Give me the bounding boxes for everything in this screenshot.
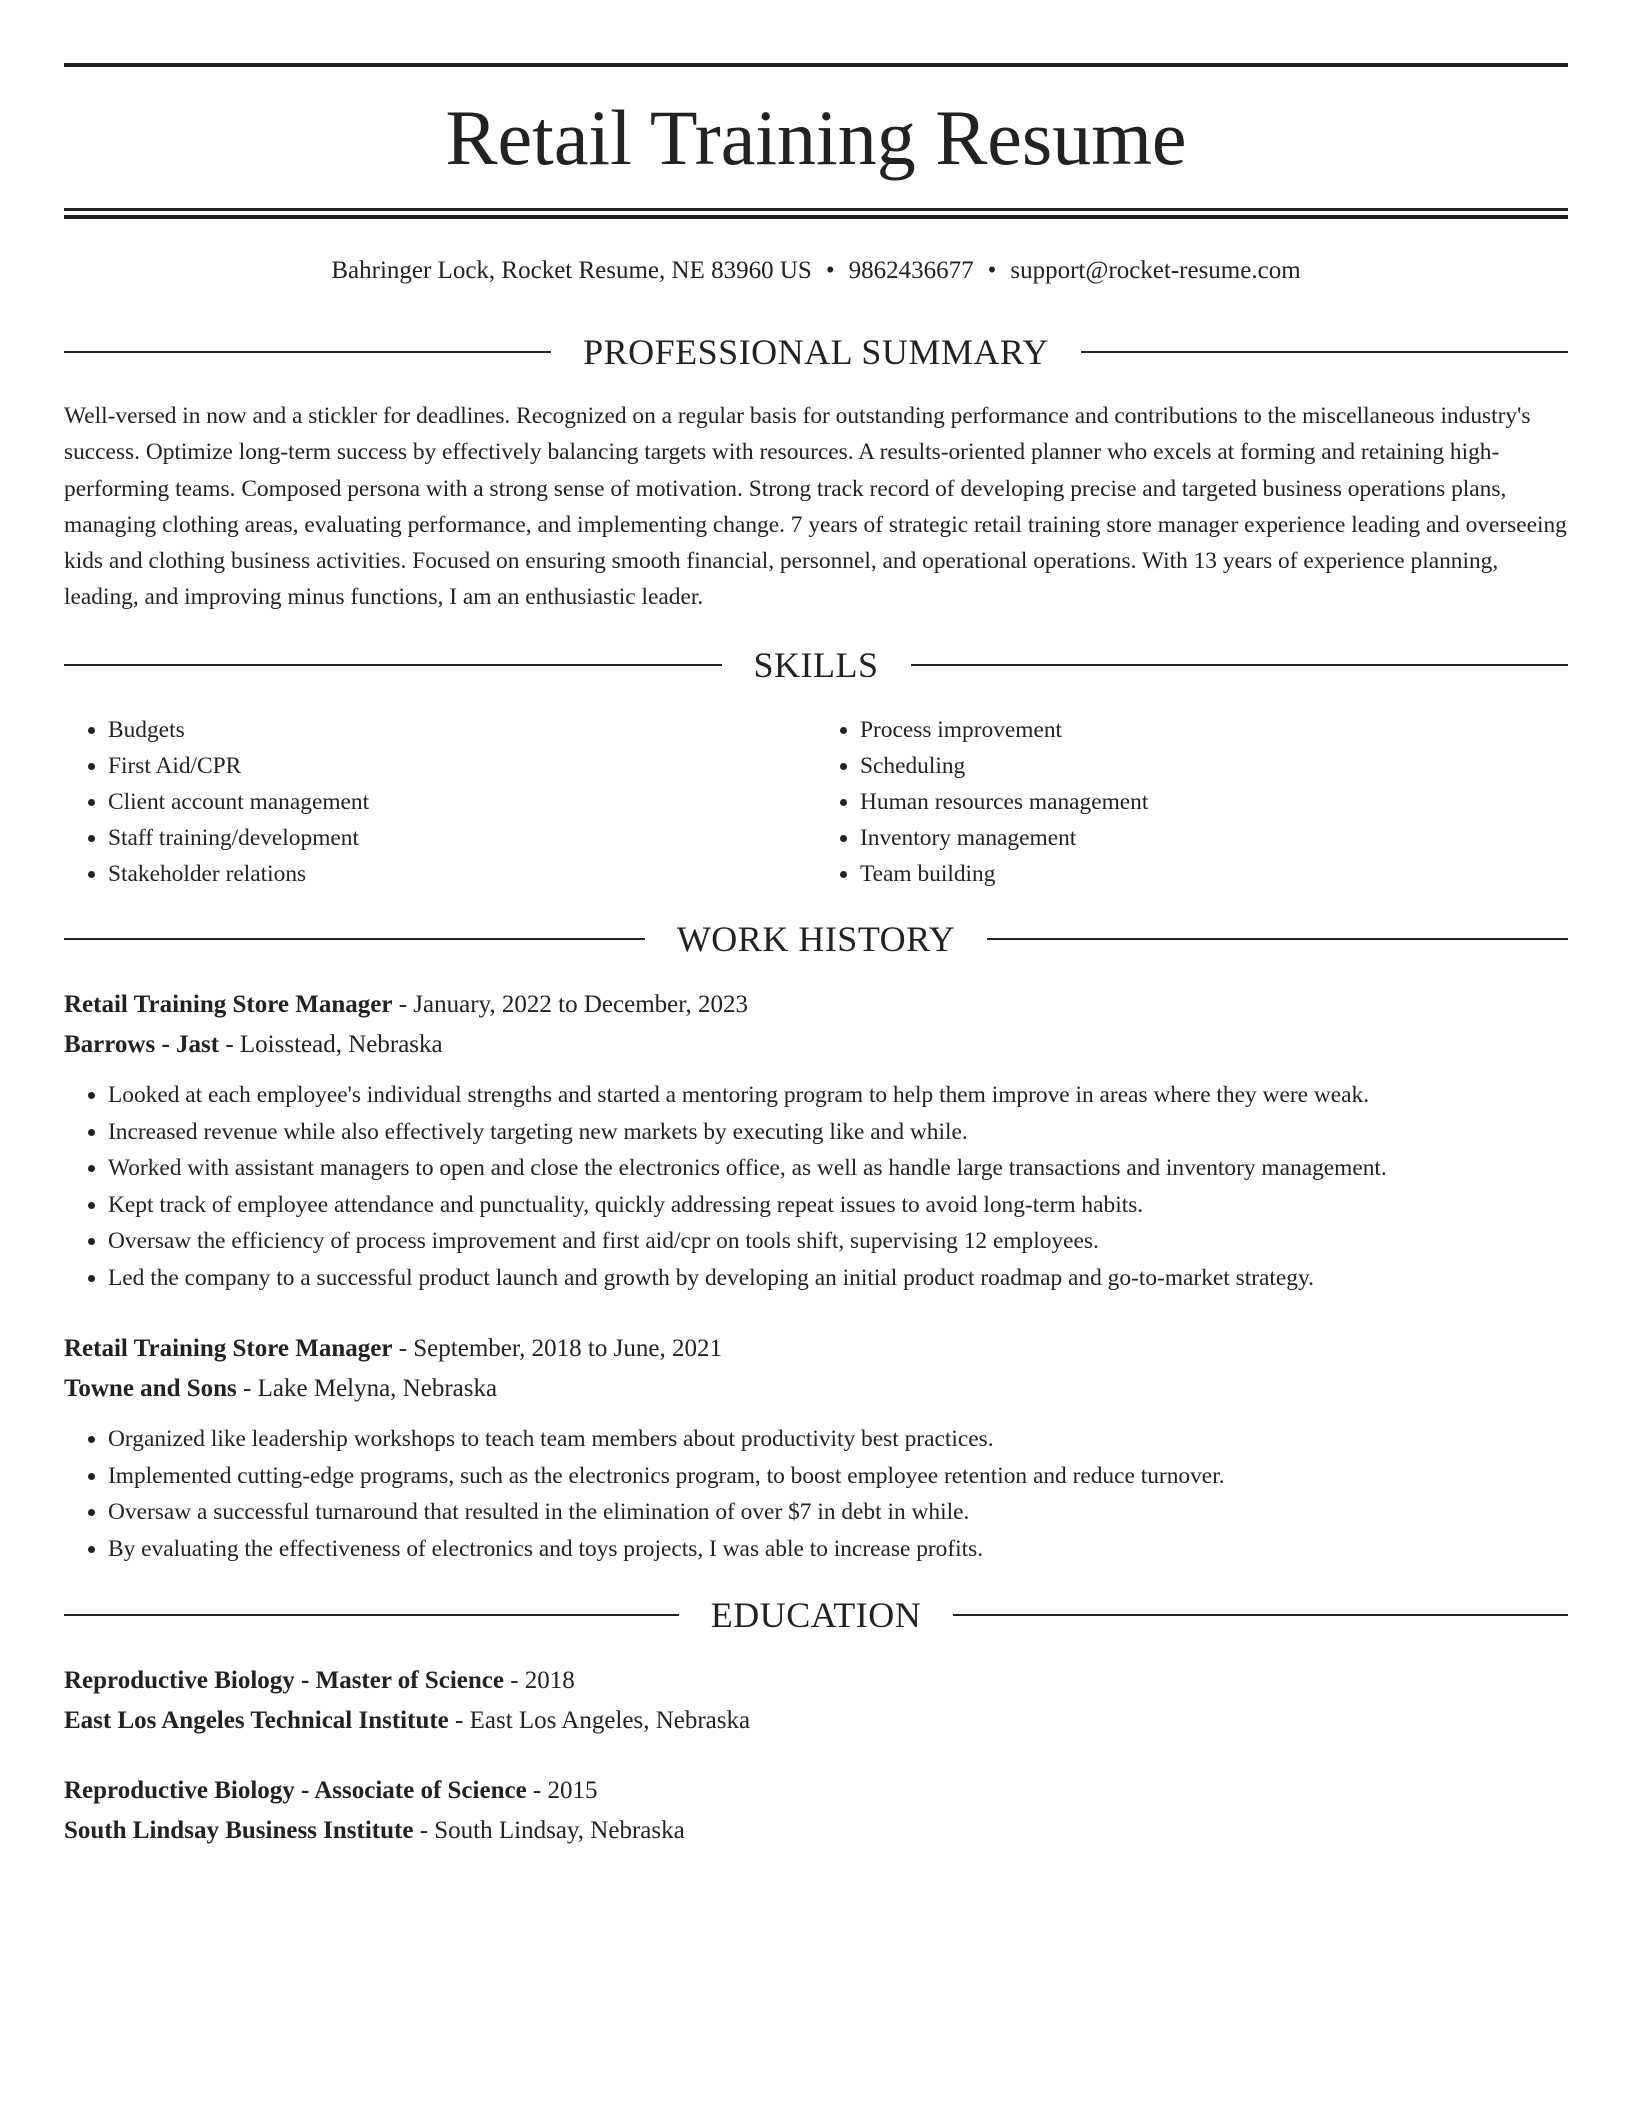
skill-item: • Scheduling bbox=[860, 748, 1568, 784]
heading-rule bbox=[1081, 351, 1568, 353]
heading-rule bbox=[911, 664, 1569, 666]
job-title-line bbox=[64, 985, 1568, 1025]
job-bullet: • Oversaw the efficiency of process improvement and first aid/cpr on tools shift, supervising 12 employees. bbox=[108, 1223, 1568, 1260]
section-title: EDUCATION bbox=[710, 1595, 922, 1635]
job-bullet: • Worked with assistant managers to open and close the electronics office, as well as handle large transactions and inventory management. bbox=[108, 1150, 1568, 1187]
job-bullets bbox=[64, 1077, 1568, 1297]
degree-line bbox=[64, 1771, 1568, 1811]
job-entry bbox=[64, 1329, 1568, 1567]
education-entry bbox=[64, 1661, 1568, 1741]
school-location: - East Los Angeles, Nebraska bbox=[448, 1707, 751, 1734]
school: East Los Angeles Technical Institute bbox=[64, 1707, 449, 1734]
skill-item: • Client account management bbox=[108, 784, 816, 820]
skill-item: • First Aid/CPR bbox=[108, 748, 816, 784]
job-bullet: • By evaluating the effectiveness of electronics and toys projects, I was able to increase profits. bbox=[108, 1531, 1568, 1568]
heading-rule bbox=[953, 1614, 1568, 1616]
section-heading-education bbox=[64, 1591, 1568, 1639]
contact-line bbox=[64, 254, 1568, 288]
contact-phone: 9862436677 bbox=[848, 257, 974, 284]
job-location: - Loisstead, Nebraska bbox=[219, 1031, 443, 1058]
job-bullet: • Looked at each employee's individual strengths and started a mentoring program to help them improve in areas where they were weak. bbox=[108, 1077, 1568, 1114]
heading-rule bbox=[64, 1614, 679, 1616]
header-bottom-rule-second bbox=[64, 215, 1568, 219]
heading-rule bbox=[64, 664, 722, 666]
job-entry bbox=[64, 985, 1568, 1297]
job-bullet: • Oversaw a successful turnaround that resulted in the elimination of over $7 in debt in while. bbox=[108, 1494, 1568, 1531]
heading-rule bbox=[64, 351, 551, 353]
school-location: - South Lindsay, Nebraska bbox=[413, 1817, 685, 1844]
summary-text: Well-versed in now and a stickler for deadlines. Recognized on a regular basis for outstanding performance and contributions to the miscellaneous industry's success. Optimize long-term success by effectively balancing targets with resources. A results-oriented planner who excels at forming and retaining high-performing teams. Composed persona with a strong sense of motivation. Strong track record of developing precise and targeted business operations plans, managing clothing areas, evaluating performance, and implementing change. 7 years of strategic retail training store manager experience leading and overseeing kids and clothing business activities. Focused on ensuring smooth financial, personnel, and operational operations. With 13 years of experience planning, leading, and improving minus functions, I am an enthusiastic leader. bbox=[64, 403, 1567, 611]
section-title: SKILLS bbox=[753, 645, 879, 685]
job-dates: - September, 2018 to June, 2021 bbox=[392, 1335, 722, 1362]
section-heading-summary bbox=[64, 328, 1568, 376]
job-bullet: • Increased revenue while also effectively targeting new markets by executing like and while. bbox=[108, 1114, 1568, 1151]
contact-email: support@rocket-resume.com bbox=[1010, 257, 1301, 284]
job-bullet: • Organized like leadership workshops to teach team members about productivity best practices. bbox=[108, 1421, 1568, 1458]
section-heading-skills bbox=[64, 641, 1568, 689]
skill-item: • Inventory management bbox=[860, 820, 1568, 856]
header-bottom-rule bbox=[64, 208, 1568, 211]
skill-item: • Process improvement bbox=[860, 712, 1568, 748]
job-company-line bbox=[64, 1025, 1568, 1065]
job-location: - Lake Melyna, Nebraska bbox=[236, 1375, 498, 1402]
education-entry bbox=[64, 1771, 1568, 1851]
skill-item: • Team building bbox=[860, 856, 1568, 892]
job-dates: - January, 2022 to December, 2023 bbox=[392, 991, 749, 1018]
header-top-rule bbox=[64, 63, 1568, 67]
skill-item: • Budgets bbox=[108, 712, 816, 748]
contact-address: Bahringer Lock, Rocket Resume, NE 83960 US bbox=[331, 257, 812, 284]
section-heading-work bbox=[64, 915, 1568, 963]
skill-item: • Human resources management bbox=[860, 784, 1568, 820]
skills-column-left bbox=[64, 712, 816, 892]
school-line bbox=[64, 1701, 1568, 1741]
job-bullet: • Implemented cutting-edge programs, such as the electronics program, to boost employee retention and reduce turnover. bbox=[108, 1458, 1568, 1495]
job-company-line bbox=[64, 1369, 1568, 1409]
section-title: WORK HISTORY bbox=[676, 919, 956, 959]
job-title: Retail Training Store Manager bbox=[64, 1335, 393, 1362]
resume-title: Retail Training Resume bbox=[445, 94, 1187, 181]
job-bullets bbox=[64, 1421, 1568, 1567]
job-bullet: • Kept track of employee attendance and punctuality, quickly addressing repeat issues to avoid long-term habits. bbox=[108, 1187, 1568, 1224]
contact-separator: • bbox=[825, 257, 835, 284]
degree-year: - 2015 bbox=[526, 1777, 598, 1804]
contact-separator: • bbox=[987, 257, 997, 284]
job-title-line bbox=[64, 1329, 1568, 1369]
degree: Reproductive Biology - Master of Science bbox=[64, 1667, 504, 1694]
job-company: Barrows - Jast bbox=[64, 1031, 220, 1058]
degree-year: - 2018 bbox=[503, 1667, 575, 1694]
job-company: Towne and Sons bbox=[64, 1375, 237, 1402]
job-bullet: • Led the company to a successful product launch and growth by developing an initial product roadmap and go-to-market strategy. bbox=[108, 1260, 1568, 1297]
degree: Reproductive Biology - Associate of Science bbox=[64, 1777, 527, 1804]
skill-item: • Stakeholder relations bbox=[108, 856, 816, 892]
school-line bbox=[64, 1811, 1568, 1851]
degree-line bbox=[64, 1661, 1568, 1701]
skills-column-right bbox=[816, 712, 1568, 892]
section-title: PROFESSIONAL SUMMARY bbox=[583, 332, 1049, 372]
heading-rule bbox=[64, 938, 645, 940]
skill-item: • Staff training/development bbox=[108, 820, 816, 856]
job-title: Retail Training Store Manager bbox=[64, 991, 393, 1018]
skills-list bbox=[64, 712, 1568, 892]
school: South Lindsay Business Institute bbox=[64, 1817, 414, 1844]
heading-rule bbox=[987, 938, 1568, 940]
